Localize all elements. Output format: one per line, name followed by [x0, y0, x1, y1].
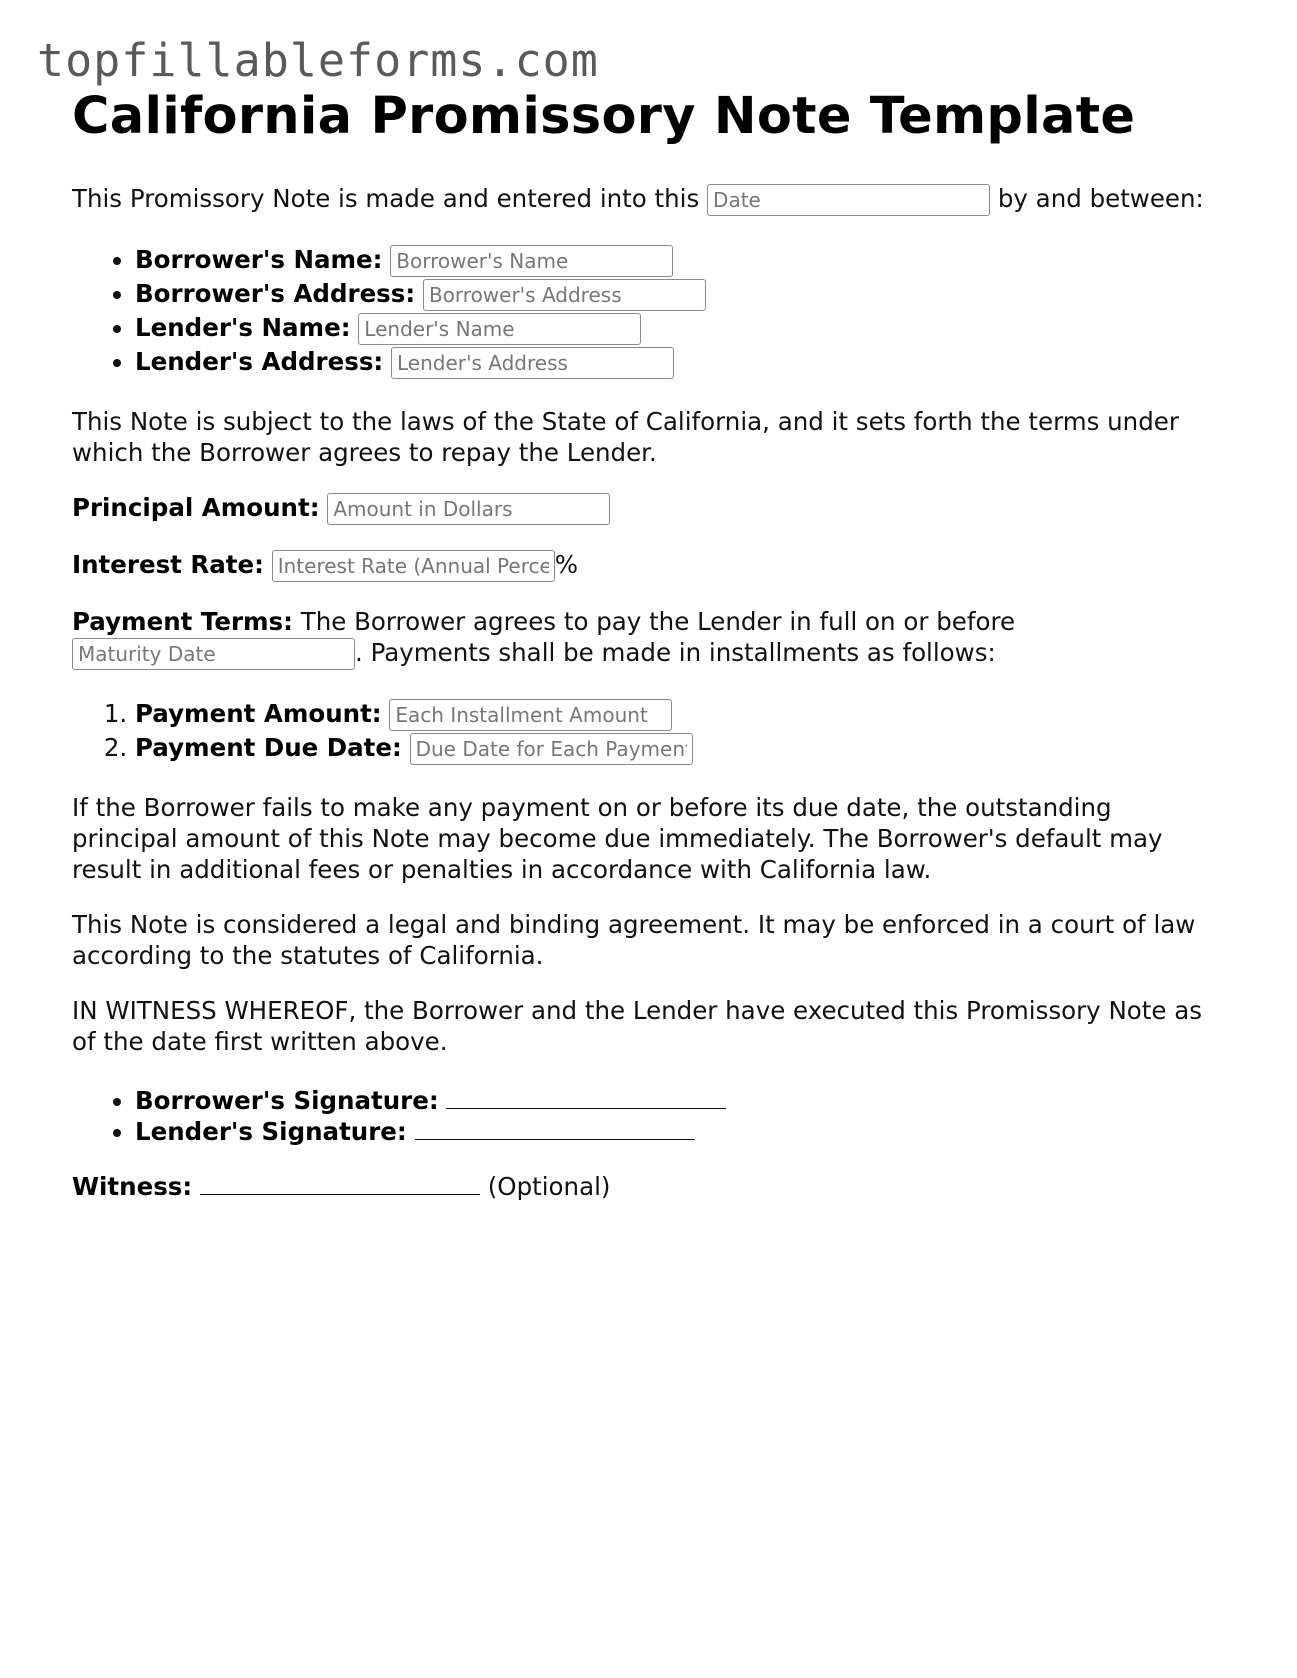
list-item: [135, 277, 1222, 311]
witness-row: [72, 1170, 1222, 1202]
borrower-signature-label: Borrower's Signature:: [135, 1085, 439, 1115]
payment-due-date-label: Payment Due Date:: [135, 732, 402, 762]
principal-amount-field[interactable]: [327, 493, 610, 525]
lender-signature-line[interactable]: [415, 1115, 695, 1140]
lender-name-label: Lender's Name:: [135, 312, 351, 342]
principal-label: Principal Amount:: [72, 492, 320, 522]
principal-row: [72, 492, 1222, 525]
payment-terms-label: Payment Terms:: [72, 606, 293, 636]
witness-whereof-paragraph: IN WITNESS WHEREOF, the Borrower and the Lender have executed this Promissory Note as of the date first written above.: [72, 995, 1203, 1056]
payment-terms-paragraph: [72, 606, 1222, 670]
installments-list: [72, 697, 1222, 765]
payment-terms-text-after: . Payments shall be made in installments as follows:: [355, 637, 996, 667]
witness-optional-note: (Optional): [487, 1171, 611, 1201]
maturity-date-field[interactable]: [72, 638, 355, 670]
borrower-name-label: Borrower's Name:: [135, 244, 383, 274]
payment-amount-label: Payment Amount:: [135, 698, 382, 728]
date-field[interactable]: [707, 184, 990, 216]
intro-paragraph: [72, 183, 1222, 216]
list-item: [135, 1084, 1222, 1115]
borrower-address-field[interactable]: [423, 279, 706, 311]
list-item: [135, 1115, 1222, 1146]
document-page: [72, 88, 1222, 1202]
laws-paragraph: This Note is subject to the laws of the State of California, and it sets forth the terms under which the Borrower agrees to repay the Lender.: [72, 406, 1179, 467]
list-item: [135, 345, 1222, 379]
interest-rate-field[interactable]: [272, 550, 555, 582]
payment-due-date-field[interactable]: [410, 733, 693, 765]
list-item: [135, 311, 1222, 345]
intro-text-after: by and between:: [997, 183, 1204, 213]
interest-label: Interest Rate:: [72, 549, 264, 579]
list-item: [135, 243, 1222, 277]
payment-amount-field[interactable]: [389, 699, 672, 731]
interest-row: [72, 549, 1222, 582]
witness-signature-line[interactable]: [200, 1170, 480, 1195]
witness-label: Witness:: [72, 1171, 193, 1201]
lender-address-label: Lender's Address:: [135, 346, 384, 376]
payment-terms-text: The Borrower agrees to pay the Lender in full on or before: [300, 606, 1016, 636]
lender-address-field[interactable]: [391, 347, 674, 379]
lender-name-field[interactable]: [358, 313, 641, 345]
list-item: [135, 731, 1222, 765]
borrower-address-label: Borrower's Address:: [135, 278, 416, 308]
borrower-signature-line[interactable]: [446, 1084, 726, 1109]
binding-paragraph: This Note is considered a legal and binding agreement. It may be enforced in a court of law according to the statutes of California.: [72, 909, 1196, 970]
borrower-name-field[interactable]: [390, 245, 673, 277]
percent-suffix: %: [554, 549, 579, 579]
list-item: [135, 697, 1222, 731]
signatures-list: [72, 1084, 1222, 1146]
parties-list: [72, 243, 1222, 379]
lender-signature-label: Lender's Signature:: [135, 1116, 407, 1146]
intro-text-before: This Promissory Note is made and entered into this: [72, 183, 700, 213]
page-title: California Promissory Note Template: [72, 87, 1136, 146]
default-paragraph: If the Borrower fails to make any payment on or before its due date, the outstanding principal amount of this Note may become due immediately. The Borrower's default may result in additional fees or penalties in accordance with California law.: [72, 792, 1163, 884]
watermark: topfillableforms.com: [37, 34, 599, 87]
